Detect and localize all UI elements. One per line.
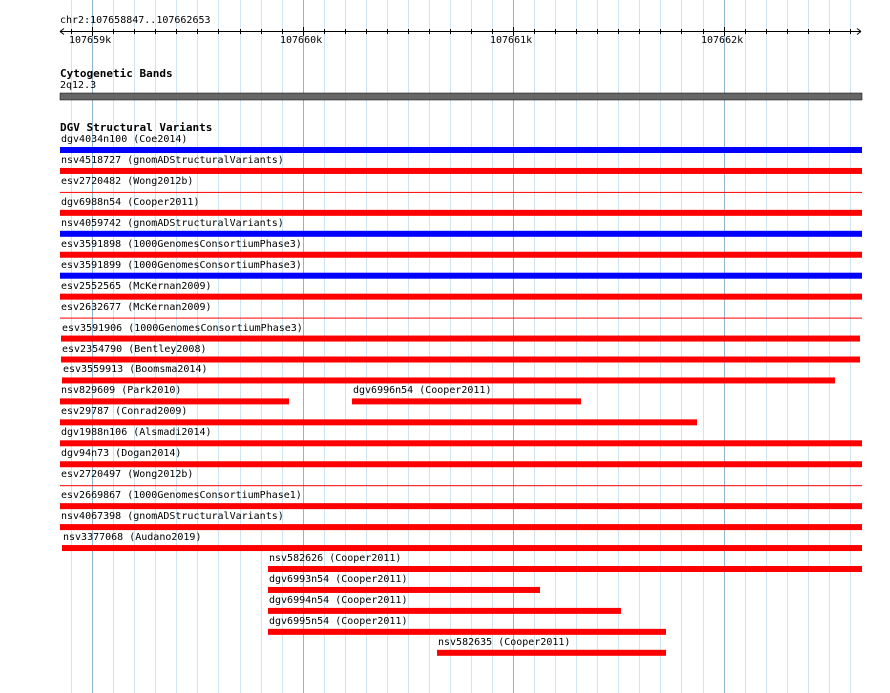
- variant-bar-loss[interactable]: [60, 210, 862, 216]
- variant-bar-loss[interactable]: [60, 168, 862, 174]
- ruler-tick-label: 107661k: [490, 35, 533, 46]
- variant-bar-loss[interactable]: [60, 524, 862, 530]
- variant-bar-loss[interactable]: [60, 398, 289, 404]
- variant-label[interactable]: nsv4059742 (gnomADStructuralVariants): [61, 217, 284, 229]
- variant-label[interactable]: esv2720482 (Wong2012b): [61, 175, 194, 187]
- variant-bar-gain[interactable]: [60, 273, 862, 279]
- ruler-tick-label: 107659k: [69, 35, 112, 46]
- variant-bar-gain[interactable]: [60, 231, 862, 237]
- ruler-tick-label: 107660k: [280, 35, 323, 46]
- variant-bar-loss[interactable]: [352, 398, 581, 404]
- variant-label[interactable]: esv3559913 (Boomsma2014): [63, 364, 208, 376]
- cytoband-track-title: Cytogenetic Bands: [60, 67, 173, 80]
- variant-bar-loss[interactable]: [61, 357, 860, 363]
- variant-label[interactable]: dgv6996n54 (Cooper2011): [353, 385, 492, 397]
- variant-label[interactable]: nsv582635 (Cooper2011): [438, 636, 571, 648]
- variant-bar-loss[interactable]: [60, 252, 862, 258]
- variant-bar-loss[interactable]: [60, 461, 862, 467]
- variant-label[interactable]: esv29787 (Conrad2009): [61, 406, 188, 418]
- variant-bar-loss[interactable]: [60, 419, 697, 425]
- variant-label[interactable]: dgv6988n54 (Cooper2011): [61, 196, 200, 208]
- variant-bar-loss[interactable]: [60, 318, 862, 319]
- cytoband-label: 2q12.3: [60, 80, 97, 91]
- variant-bar-loss[interactable]: [60, 503, 862, 509]
- variant-label[interactable]: dgv6993n54 (Cooper2011): [269, 573, 408, 585]
- variant-label[interactable]: dgv94n73 (Dogan2014): [61, 448, 182, 460]
- variant-bar-gain[interactable]: [60, 147, 862, 153]
- variant-label[interactable]: esv3591906 (1000GenomesConsortiumPhase3): [62, 322, 303, 334]
- variant-bar-loss[interactable]: [268, 629, 666, 635]
- variant-label[interactable]: nsv3377068 (Audano2019): [63, 532, 202, 544]
- variant-bar-loss[interactable]: [62, 545, 862, 551]
- variant-bar-loss[interactable]: [60, 440, 862, 446]
- variant-bar-loss[interactable]: [60, 485, 862, 486]
- variant-label[interactable]: esv2552565 (McKernan2009): [61, 280, 212, 292]
- variant-bar-loss[interactable]: [61, 336, 860, 342]
- ruler-tick-label: 107662k: [701, 35, 744, 46]
- variant-label[interactable]: esv2632677 (McKernan2009): [61, 301, 212, 313]
- variant-bar-loss[interactable]: [268, 608, 621, 614]
- cytoband-bar[interactable]: [60, 93, 862, 100]
- variant-label[interactable]: nsv4518727 (gnomADStructuralVariants): [61, 154, 284, 166]
- variant-bar-loss[interactable]: [437, 650, 666, 656]
- variant-label[interactable]: esv2669867 (1000GenomesConsortiumPhase1): [61, 490, 302, 502]
- variant-label[interactable]: esv3591899 (1000GenomesConsortiumPhase3): [61, 259, 302, 271]
- variant-label[interactable]: nsv582626 (Cooper2011): [269, 553, 402, 564]
- variant-label[interactable]: dgv6995n54 (Cooper2011): [269, 615, 408, 627]
- variant-label[interactable]: esv3591898 (1000GenomesConsortiumPhase3): [61, 238, 302, 250]
- variant-label[interactable]: dgv4034n100 (Coe2014): [61, 134, 188, 145]
- variant-label[interactable]: nsv4067398 (gnomADStructuralVariants): [61, 511, 284, 523]
- locus-label: chr2:107658847..107662653: [60, 15, 211, 26]
- variant-bar-loss[interactable]: [60, 294, 862, 300]
- variant-bar-loss[interactable]: [268, 566, 862, 572]
- variant-label[interactable]: nsv829609 (Park2010): [61, 385, 182, 397]
- variant-bar-loss[interactable]: [60, 192, 862, 193]
- variant-label[interactable]: esv2720497 (Wong2012b): [61, 469, 194, 481]
- variant-bar-loss[interactable]: [62, 377, 835, 383]
- variant-label[interactable]: dgv1988n106 (Alsmadi2014): [61, 427, 212, 439]
- variant-bar-loss[interactable]: [268, 587, 540, 593]
- dgv-track-title: DGV Structural Variants: [60, 121, 213, 134]
- variant-label[interactable]: esv2354790 (Bentley2008): [62, 343, 207, 355]
- variant-label[interactable]: dgv6994n54 (Cooper2011): [269, 594, 408, 606]
